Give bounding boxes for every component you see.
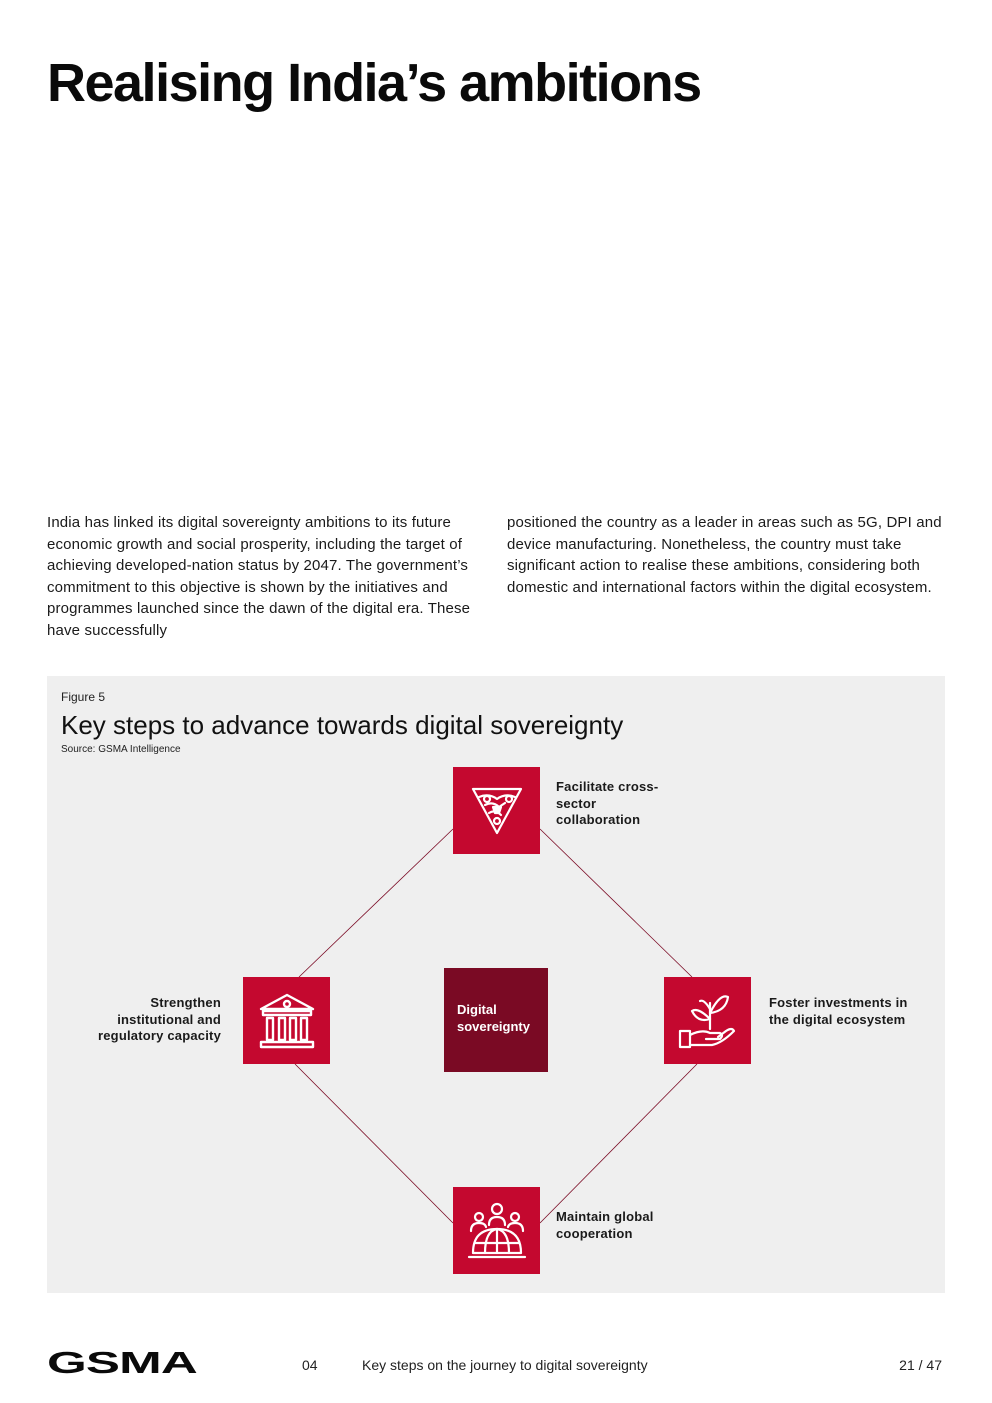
footer-section-title: Key steps on the journey to digital sovereignty	[362, 1357, 648, 1373]
connector-right-bottom	[540, 1064, 697, 1223]
page-title: Realising India’s ambitions	[47, 53, 701, 113]
body-text-right: positioned the country as a leader in areas such as 5G, DPI and device manufacturing. Nonetheless, the country must take significant action to realise these ambitions, considering both domestic and international factors within the digital ecosystem.	[507, 514, 942, 596]
gsma-logo-text: GSMA	[47, 1349, 198, 1375]
step-box-institutional	[243, 977, 330, 1064]
connector-top-right	[540, 829, 692, 977]
center-box-digital-sovereignty	[444, 968, 548, 1072]
connector-left-top	[299, 829, 453, 977]
step-label-institutional: Strengthen institutional and regulatory capacity	[97, 995, 221, 1043]
body-text-left: India has linked its digital sovereignty ambitions to its future economic growth and social prosperity, including the target of achieving developed-nation status by 2047. The government’s commitment to this objective is shown by the initiatives and programmes launched since the dawn of the digital era. These have successfully	[47, 514, 471, 639]
handshake-icon	[465, 779, 529, 843]
step-label-cooperation: Maintain global cooperation	[556, 1209, 654, 1241]
gsma-logo	[47, 1349, 199, 1375]
step-box-collaboration	[453, 767, 540, 854]
footer-section-number: 04	[302, 1357, 318, 1373]
figure-source: Source: GSMA Intelligence	[61, 744, 181, 755]
institution-building-icon	[255, 989, 319, 1053]
footer-page-number: 21 / 47	[899, 1357, 942, 1373]
step-box-investments	[664, 977, 751, 1064]
figure-panel	[47, 676, 945, 1293]
step-label-investments: Foster investments in the digital ecosystem	[769, 995, 908, 1027]
figure-title: Key steps to advance towards digital sovereignty	[61, 710, 624, 740]
global-people-icon	[465, 1199, 529, 1263]
step-label-collaboration: Facilitate cross-sector collaboration	[556, 779, 659, 827]
plant-in-hand-icon	[676, 989, 740, 1053]
step-box-cooperation	[453, 1187, 540, 1274]
connector-bottom-left	[295, 1064, 453, 1223]
center-label: Digital sovereignty	[457, 1002, 530, 1034]
figure-label: Figure 5	[61, 690, 106, 704]
